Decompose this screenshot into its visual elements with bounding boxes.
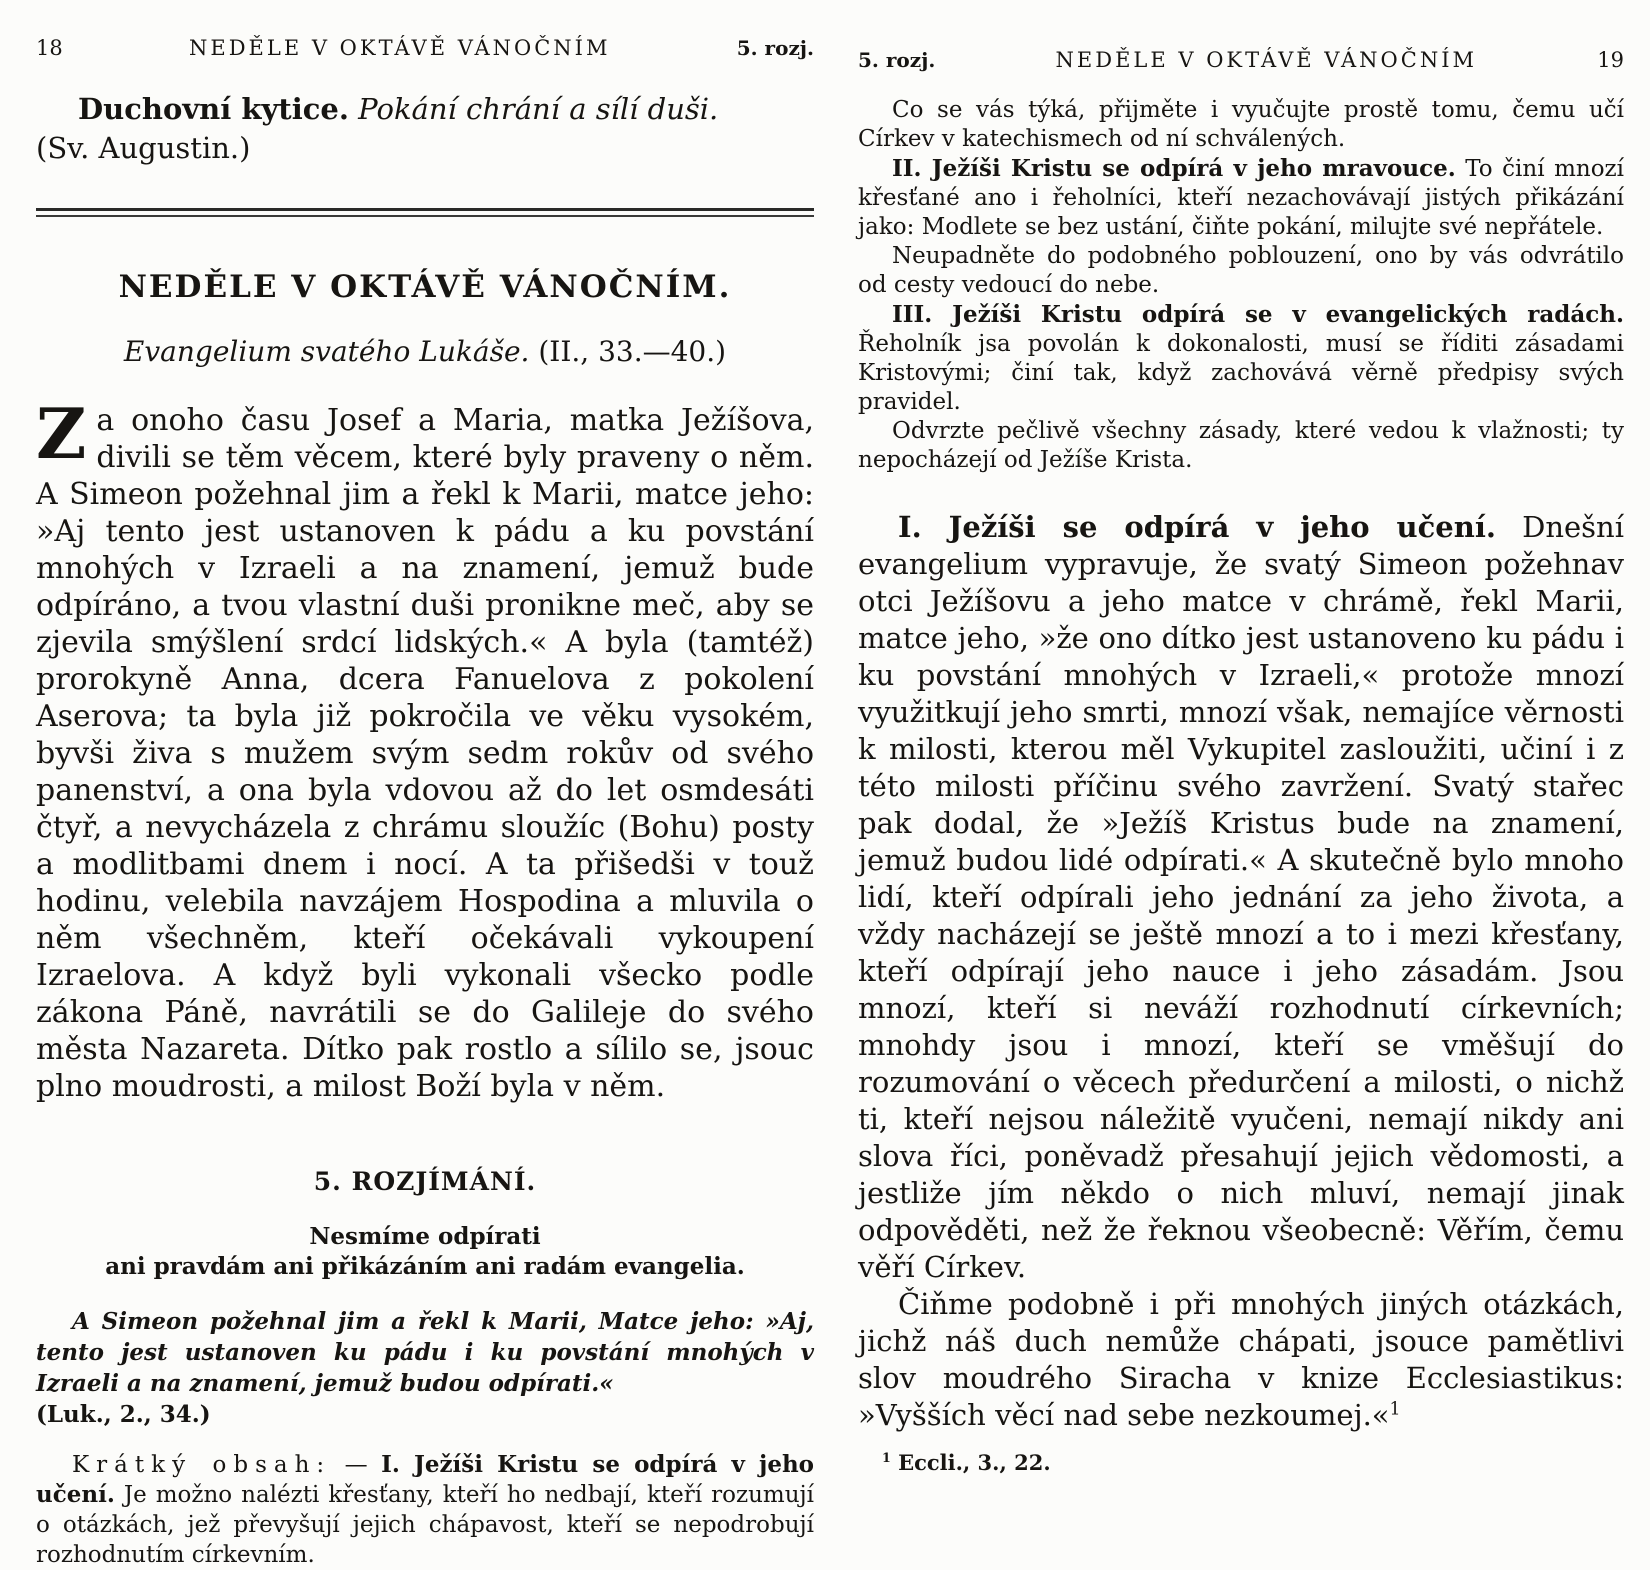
meditation-quote: A Simeon požehnal jim a řekl k Marii, Matce jeho: »Aj, tento jest ustanoven ku pádu i ku povstání mnohých v Izraeli a na znamení, jemuž budou odpírati.«	[36, 1308, 814, 1397]
point-iii-paragraph	[858, 300, 1624, 417]
left-section-ref: 5. rozj.	[736, 36, 814, 60]
chapter-title: NEDĚLE V OKTÁVĚ VÁNOČNÍM.	[118, 269, 732, 305]
meditation-subtitle-line1: Nesmíme odpírati	[309, 1223, 541, 1250]
point-i-lead: I. Ježíši se odpírá v jeho učení.	[898, 510, 1496, 544]
admonition-paragraph: Neupadněte do podobného poblouzení, ono by vás odvrátilo od cesty vedoucí do nebe.	[858, 243, 1624, 298]
right-page	[858, 48, 1624, 1475]
footnote-text: Eccli., 3., 22.	[898, 1450, 1051, 1475]
intro-paragraph: Co se vás týká, přijměte i vyučujte prostě tomu, čemu učí Církev v katechismech od ní schválených.	[858, 97, 1624, 152]
gospel-text: a onoho času Josef a Maria, matka Ježíšova, divili se těm věcem, které byly praveny o něm. A Simeon požehnal jim a řekl k Marii, matce jeho: »Aj tento jest ustanoven k pádu a ku povstání mnohých v Izraeli a na znamení, jemuž bude odpíráno, a tvou vlastní duši pronikne meč, aby se zjevila smýšlení srdcí lidských.« A byla (tamtéž) prorokyně Anna, dcera Fanuelova z pokolení Aserova; ta byla již pokročila ve věku vysokém, byvši živa s mužem svým sedm rokův od svého panenství, a ona byla vdovou až do let osmdesáti čtyř, a nevycházela z chrámu sloužíc (Bohu) posty a modlitbami dnem i nocí. A ta přišedši v touž hodinu, velebila navzájem Hospodina a mluvila o něm všechněm, kteří očekávali vykoupení Izraelova. A když byli vykonali všecko podle zákona Páně, navrátili se do Galileje do svého města Nazareta. Dítko pak rostlo a sílilo se, jsouc plno moudrosti, a milost Boží byla v něm.	[36, 403, 814, 1104]
bouquet-attribution: (Sv. Augustin.)	[36, 131, 251, 165]
left-running-title: NEDĚLE V OKTÁVĚ VÁNOČNÍM	[189, 36, 611, 60]
summary-label: Krátký obsah:	[72, 1452, 332, 1478]
section-divider-rule	[36, 208, 814, 217]
spiritual-bouquet-paragraph	[36, 90, 814, 129]
gospel-subtitle	[36, 335, 814, 368]
left-page-number: 18	[36, 36, 63, 60]
point-i-main-paragraph	[858, 509, 1624, 1286]
short-summary-paragraph	[36, 1450, 814, 1570]
summary-bold-lead: I. Ježíši Kristu se odpírá v jeho učení.	[36, 1451, 815, 1508]
left-running-head	[36, 36, 814, 60]
right-page-number: 19	[1597, 48, 1624, 72]
point-iii-text: Řeholník jsa povolán k dokonalosti, musí se říditi zásadami Kristovými; činí tak, když zachovává věrně předpisy svých pravidel.	[858, 331, 1624, 415]
point-ii-lead: II. Ježíši Kristu se odpírá v jeho mravouce.	[892, 155, 1456, 182]
summary-dash: —	[344, 1452, 368, 1478]
footnote-marker-inline: 1	[1389, 1399, 1401, 1420]
right-running-title: NEDĚLE V OKTÁVĚ VÁNOČNÍM	[1055, 48, 1477, 72]
footnote	[882, 1450, 1624, 1475]
point-iii-lead: III. Ježíši Kristu odpírá se v evangelických radách.	[892, 301, 1624, 328]
point-i-text: Dnešní evangelium vypravuje, že svatý Simeon požehnav otci Ježíšovu a jeho matce v chrámě, řekl Marii, matce jeho, »že ono dítko jest ustanoveno ku pádu i ku povstání mnohých v Izraeli,« protože mnozí využitkují jeho smrti, mnozí však, nemajíce věrnosti k milosti, kterou měl Vykupitel zasloužiti, učiní i z této milosti příčinu svého zavržení. Svatý stařec pak dodal, že »Ježíš Kristus bude na znamení, jemuž budou lidé odpírati.« A skutečně bylo mnoho lidí, kteří odpírali jeho jednání za jeho života, a vždy nacházejí se ještě mnozí a to i mezi křesťany, kteří odpírají jeho nauce i jeho zásadám. Jsou mnozí, kteří si neváží rozhodnutí církevních; mnohdy jsou i mnozí, kteří se vměšují do rozumování o věcech předurčení a milosti, o nichž ti, kteří nejsou náležitě vyučeni, nemají nikdy ani slova říci, poněvadž přesahují jejich vědomosti, a jestliže jím někdo o nich mluví, nemají jinak odpověděti, než že řeknou všeobecně: Věřím, čemu věří Církev.	[858, 510, 1624, 1284]
bouquet-quote: Pokání chrání a sílí duši.	[358, 92, 719, 126]
footnote-marker: 1	[882, 1450, 891, 1465]
right-running-head	[858, 48, 1624, 72]
bouquet-label: Duchovní kytice.	[78, 92, 349, 126]
point-ii-paragraph	[858, 154, 1624, 242]
right-section-ref: 5. rozj.	[858, 48, 936, 72]
meditation-quote-reference: (Luk., 2., 34.)	[36, 1401, 211, 1428]
exhortation-paragraph: Odvrzte pečlivě všechny zásady, které vedou k vlažnosti; ty nepocházejí od Ježíše Krista.	[858, 418, 1624, 473]
closing-text: Čiňme podobně i při mnohých jiných otázkách, jichž náš duch nemůže chápati, jsouce pamětlivi slov moudrého Siracha v knize Ecclesiastikus: »Vyšších věcí nad sebe nezkoumej.«	[858, 1287, 1624, 1432]
point-ii-text: To činí mnozí křesťané ano i řeholníci, kteří nezachovávají jistých přikázání jako: Modlete se bez ustání, čiňte pokání, milujte své nepřátele.	[858, 156, 1625, 240]
meditation-heading: 5. ROZJÍMÁNÍ.	[313, 1167, 537, 1196]
gospel-subtitle-ref: (II., 33.—40.)	[538, 335, 727, 368]
left-page	[36, 36, 814, 1570]
drop-cap: Z	[36, 394, 87, 475]
meditation-subtitle-line2: ani pravdám ani přikázáním ani radám evangelia.	[105, 1253, 745, 1280]
gospel-subtitle-text: Evangelium svatého Lukáše.	[123, 335, 530, 368]
gospel-text-paragraph	[36, 394, 814, 1105]
closing-paragraph	[858, 1286, 1624, 1434]
summary-text: Je možno nalézti křesťany, kteří ho nedbají, kteří rozumují o otázkách, jež převyšují jejich chápavost, kteří se nepodrobují rozhodnutím církevním.	[36, 1482, 814, 1568]
